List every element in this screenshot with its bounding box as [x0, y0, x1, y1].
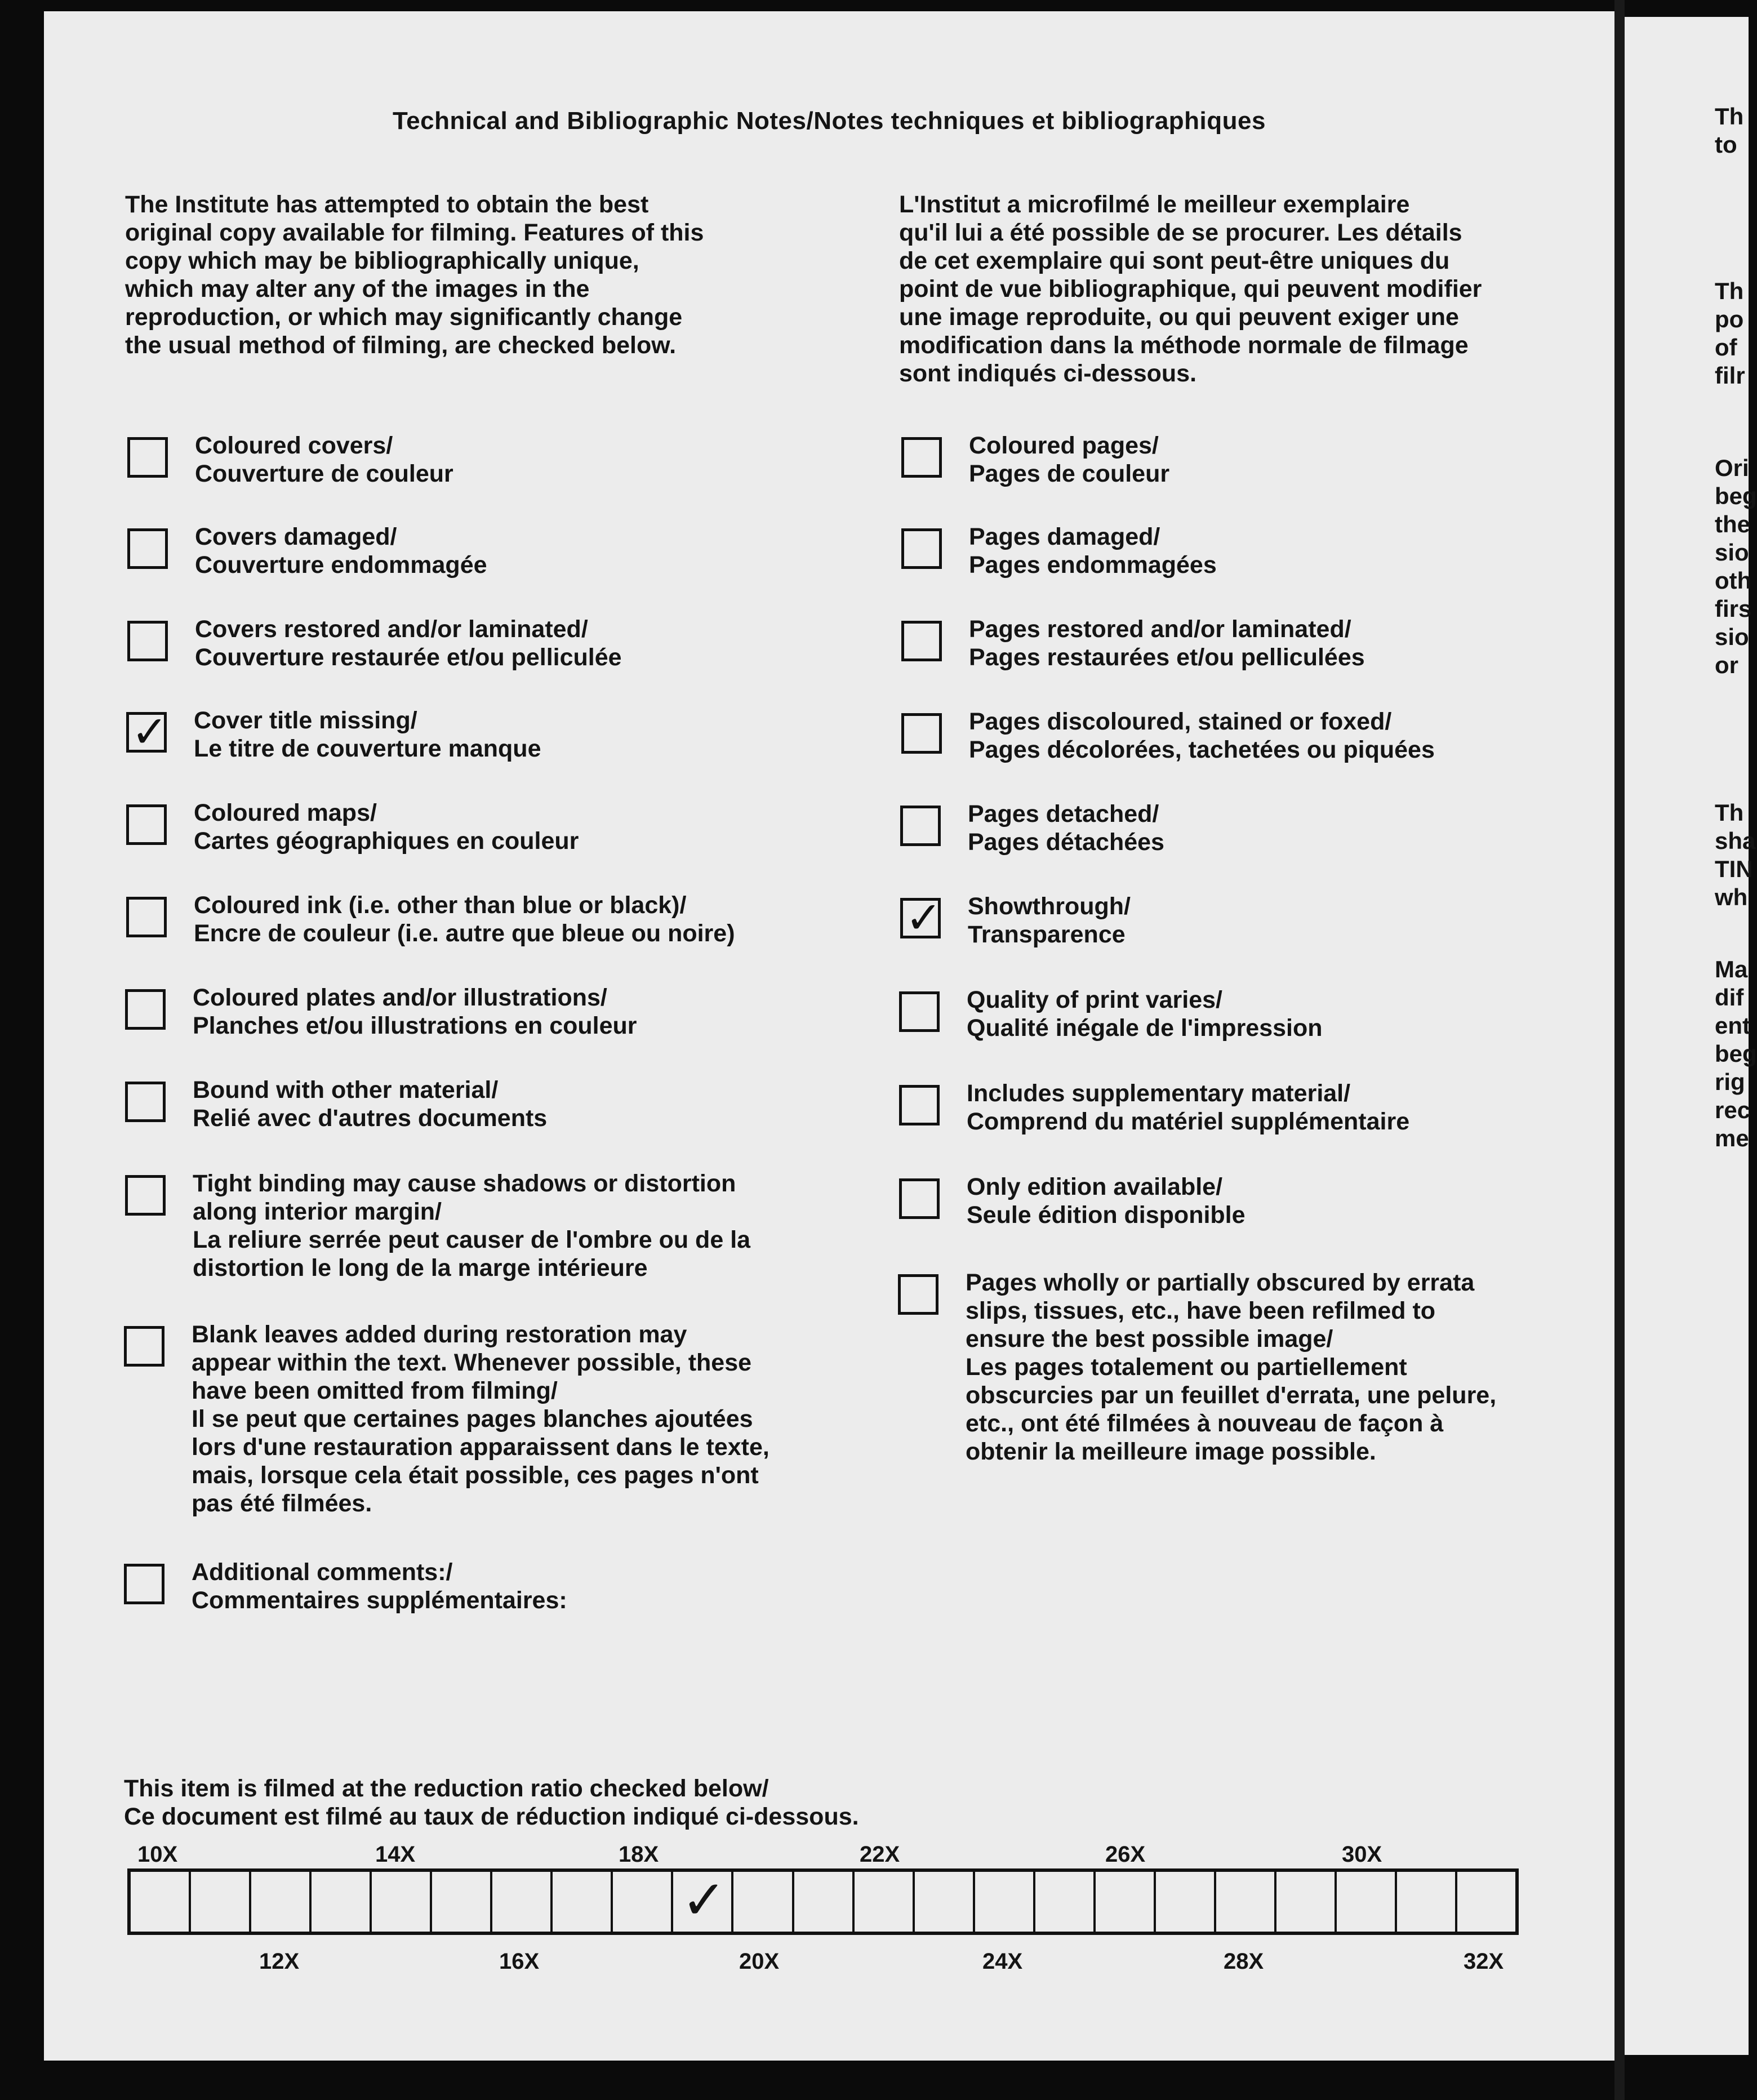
ratio-cell[interactable]	[553, 1872, 613, 1932]
ratio-cell[interactable]	[1096, 1872, 1156, 1932]
ratio-label: 22X	[860, 1842, 900, 1867]
checkbox[interactable]	[898, 1274, 938, 1315]
intro-english: The Institute has attempted to obtain the best original copy available for filming. Features of this copy which may be bibliographically unique, which may alter any of the images in the reproduction, or which may significantly change the usual method of filming, are checked below.	[125, 191, 704, 359]
item-label: Pages damaged/ Pages endommagées	[969, 523, 1217, 579]
ratio-cell[interactable]	[1156, 1872, 1216, 1932]
ratio-cell[interactable]	[312, 1872, 372, 1932]
ratio-label: 24X	[982, 1949, 1023, 1974]
checkbox[interactable]	[901, 713, 942, 754]
fragment-text: Th po of filr	[1715, 278, 1745, 389]
ratio-cell[interactable]	[1035, 1872, 1096, 1932]
checkbox[interactable]	[125, 1175, 166, 1216]
ratio-cell[interactable]	[191, 1872, 251, 1932]
ratio-label: 28X	[1224, 1949, 1264, 1974]
ratio-cell[interactable]	[492, 1872, 553, 1932]
ratio-cell[interactable]	[975, 1872, 1035, 1932]
ratio-cell[interactable]	[1216, 1872, 1276, 1932]
checkbox[interactable]	[127, 621, 168, 661]
ratio-cell[interactable]	[915, 1872, 975, 1932]
fragment-text: Th to	[1715, 103, 1744, 158]
item-label: Additional comments:/ Commentaires supplémentaires:	[192, 1559, 567, 1614]
checkbox[interactable]	[901, 528, 942, 569]
fragment-text: Th sha TIN wh	[1715, 799, 1756, 910]
reduction-ratio-caption: This item is filmed at the reduction ratio checked below/ Ce document est filmé au taux de réduction indiqué ci-dessous.	[124, 1775, 859, 1830]
checkbox[interactable]	[126, 897, 167, 937]
adjacent-page-fragment	[1625, 17, 1757, 2055]
ratio-cell[interactable]	[372, 1872, 432, 1932]
checkbox[interactable]	[899, 1178, 940, 1219]
document-page	[44, 11, 1614, 2061]
ratio-cell[interactable]	[613, 1872, 673, 1932]
ratio-label: 26X	[1105, 1842, 1146, 1867]
checkbox[interactable]	[124, 1564, 164, 1604]
fragment-text: Ma dif ent beg rig rec me	[1715, 956, 1757, 1151]
item-label: Coloured plates and/or illustrations/ Planches et/ou illustrations en couleur	[193, 984, 637, 1039]
item-label: Covers damaged/ Couverture endommagée	[195, 523, 487, 579]
checkbox[interactable]	[125, 1082, 166, 1122]
ratio-cell[interactable]	[432, 1872, 492, 1932]
ratio-cell-checked[interactable]	[673, 1872, 733, 1932]
checkbox[interactable]	[901, 437, 942, 478]
ratio-label: 14X	[375, 1842, 416, 1867]
checkbox-checked[interactable]	[126, 712, 167, 753]
item-label: Tight binding may cause shadows or distortion along interior margin/ La reliure serrée peut causer de l'ombre ou de la distortion le long de la marge intérieure	[193, 1170, 751, 1282]
checkbox[interactable]	[899, 1085, 940, 1125]
item-label: Only edition available/ Seule édition disponible	[967, 1173, 1246, 1229]
item-label: Pages restored and/or laminated/ Pages restaurées et/ou pelliculées	[969, 616, 1365, 671]
ratio-label: 10X	[137, 1842, 178, 1867]
checkbox[interactable]	[900, 806, 941, 846]
item-label: Includes supplementary material/ Comprend du matériel supplémentaire	[967, 1080, 1410, 1135]
ratio-cell[interactable]	[794, 1872, 855, 1932]
fragment-text: Ori beg the sio oth firs sio or	[1715, 455, 1757, 678]
ratio-cell[interactable]	[131, 1872, 191, 1932]
checkbox[interactable]	[899, 991, 940, 1032]
item-label: Coloured pages/ Pages de couleur	[969, 432, 1170, 487]
ratio-cell[interactable]	[1276, 1872, 1337, 1932]
item-label: Coloured ink (i.e. other than blue or black)/ Encre de couleur (i.e. autre que bleue ou noire)	[194, 892, 735, 947]
checkbox-checked[interactable]	[900, 898, 941, 938]
item-label: Pages wholly or partially obscured by errata slips, tissues, etc., have been refilmed to ensure the best possible image/ Les pages totalement ou partiellement obscurcies par un feuillet d'errata, une pelure, etc., ont été filmées à nouveau de façon à obtenir la meilleure image possible.	[966, 1269, 1497, 1465]
ratio-label: 32X	[1464, 1949, 1504, 1974]
item-label: Showthrough/ Transparence	[968, 893, 1131, 948]
ratio-label: 16X	[499, 1949, 540, 1974]
ratio-cell[interactable]	[251, 1872, 312, 1932]
checkbox[interactable]	[125, 989, 166, 1030]
ratio-cell[interactable]	[1337, 1872, 1397, 1932]
checkbox[interactable]	[127, 528, 168, 569]
checkbox[interactable]	[126, 804, 167, 845]
page-title: Technical and Bibliographic Notes/Notes techniques et bibliographiques	[393, 107, 1266, 135]
item-label: Coloured maps/ Cartes géographiques en couleur	[194, 799, 579, 855]
checkbox[interactable]	[124, 1326, 164, 1367]
ratio-label: 12X	[259, 1949, 300, 1974]
ratio-cell[interactable]	[1397, 1872, 1457, 1932]
intro-french: L'Institut a microfilmé le meilleur exemplaire qu'il lui a été possible de se procurer. Les détails de cet exemplaire qui sont peut-être uniques du point de vue bibliographique, qui peuvent modifier une image reproduite, ou qui peuvent exiger une modification dans la méthode normale de filmage sont indiqués ci-dessous.	[899, 191, 1482, 387]
item-label: Blank leaves added during restoration may appear within the text. Whenever possible, these have been omitted from filming/ Il se peut que certaines pages blanches ajoutées lors d'une restauration apparaissent dans le texte, mais, lorsque cela était possible, ces pages n'ont pas été filmées.	[192, 1321, 769, 1517]
item-label: Coloured covers/ Couverture de couleur	[195, 432, 453, 487]
item-label: Bound with other material/ Relié avec d'autres documents	[193, 1076, 548, 1132]
item-label: Covers restored and/or laminated/ Couverture restaurée et/ou pelliculée	[195, 616, 622, 671]
ratio-label: 18X	[619, 1842, 659, 1867]
ratio-cell[interactable]	[1457, 1872, 1515, 1932]
page-gutter	[1614, 0, 1625, 2100]
item-label: Quality of print varies/ Qualité inégale de l'impression	[967, 986, 1323, 1042]
checkbox[interactable]	[127, 437, 168, 478]
item-label: Cover title missing/ Le titre de couverture manque	[194, 707, 541, 762]
ratio-cell[interactable]	[733, 1872, 794, 1932]
ratio-label: 20X	[739, 1949, 780, 1974]
ratio-label: 30X	[1342, 1842, 1382, 1867]
ratio-cell[interactable]	[855, 1872, 915, 1932]
item-label: Pages detached/ Pages détachées	[968, 800, 1164, 856]
item-label: Pages discoloured, stained or foxed/ Pages décolorées, tachetées ou piquées	[969, 708, 1435, 763]
reduction-ratio-strip	[127, 1868, 1519, 1935]
checkbox[interactable]	[901, 621, 942, 661]
